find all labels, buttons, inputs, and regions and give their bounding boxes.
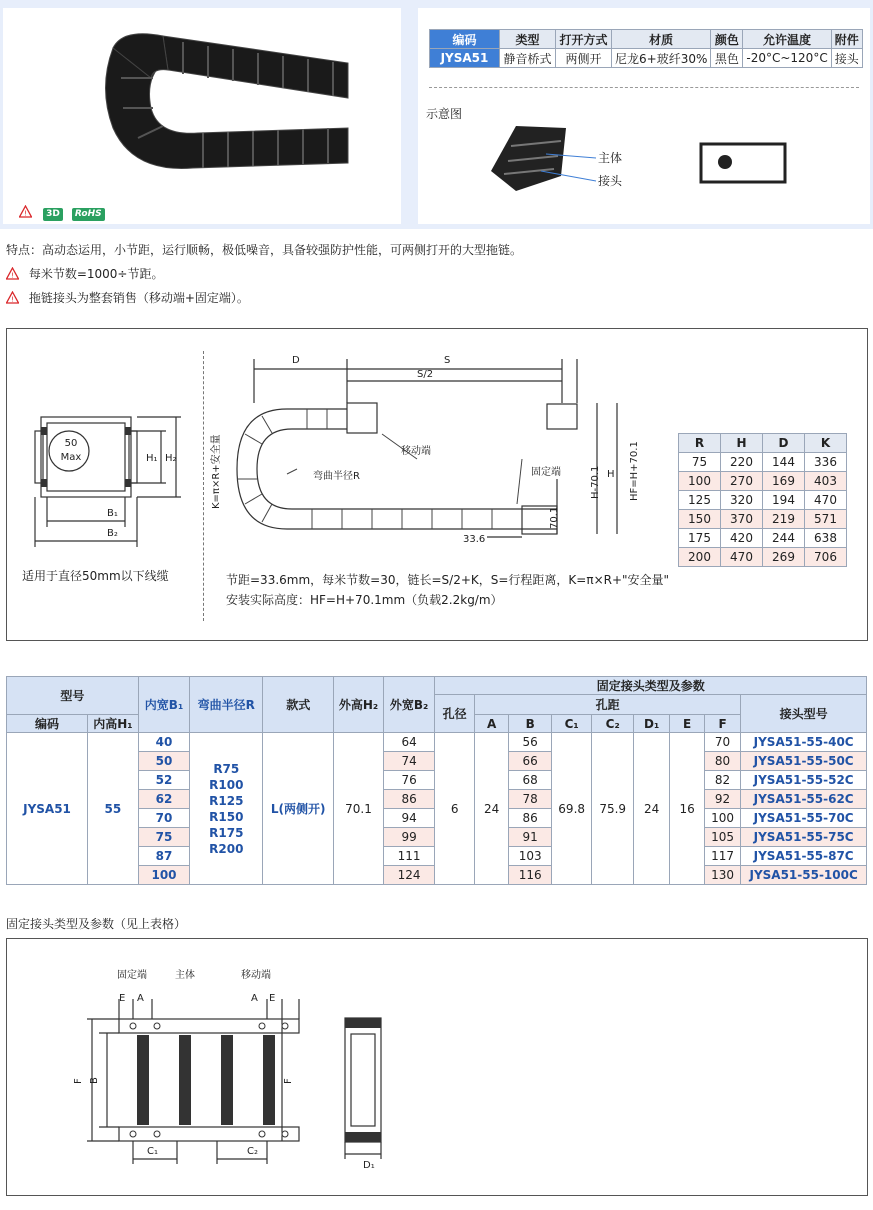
cell-f: 92 <box>704 790 740 809</box>
th-c2: C₂ <box>592 715 634 733</box>
warning-icon <box>6 291 19 304</box>
cell-inner-b: 70 <box>138 809 190 828</box>
cell-outer-b: 94 <box>383 809 435 828</box>
cell-a: 24 <box>474 733 508 885</box>
spec-header-accessory: 附件 <box>831 30 862 49</box>
cell-f: 130 <box>704 866 740 885</box>
spec-color: 黑色 <box>711 49 743 68</box>
cell-inner-b: 50 <box>138 752 190 771</box>
side-view-drawing <box>217 359 657 559</box>
spec-header-open: 打开方式 <box>556 30 612 49</box>
cell-hole: 6 <box>435 733 475 885</box>
cell-outer-b: 64 <box>383 733 435 752</box>
cell-b: 91 <box>509 828 552 847</box>
cell-b: 56 <box>509 733 552 752</box>
dim-d: D <box>292 355 300 366</box>
install-note: 安装实际高度：HF=H+70.1mm（负载2.2kg/m） <box>226 593 503 607</box>
spec-accessory: 接头 <box>831 49 862 68</box>
cell-joint: JYSA51-55-50C <box>741 752 867 771</box>
divider <box>203 351 204 621</box>
cell-f: 80 <box>704 752 740 771</box>
max-label-top: 50 <box>64 438 78 449</box>
radius-value: R125 <box>209 793 244 808</box>
cell: 571 <box>805 510 847 529</box>
badge-row <box>19 201 105 221</box>
drag-chain-photo <box>3 8 401 198</box>
dim-h-70: H-70.1 <box>590 465 601 499</box>
note-joint-text: 拖链接头为整套销售（移动端+固定端）。 <box>28 291 249 305</box>
cell-outer-b: 74 <box>383 752 435 771</box>
cell-inner-b: 40 <box>138 733 190 752</box>
feature-line: 特点：高动态运用，小节距，运行顺畅，极低噪音，具备较强防护性能，可两侧打开的大型拖链。 <box>6 243 523 257</box>
th-inner-b: 内宽B₁ <box>138 677 190 733</box>
cell: 200 <box>679 548 721 567</box>
label-fixed: 固定端 <box>117 970 147 981</box>
cell: 125 <box>679 491 721 510</box>
radius-value: R200 <box>209 841 244 856</box>
cell-c1: 69.8 <box>551 733 592 885</box>
schematic-chain-icon <box>486 116 606 196</box>
spec-open: 两侧开 <box>556 49 612 68</box>
cable-note: 适用于直径50mm以下线缆 <box>22 569 169 583</box>
spec-header-color: 颜色 <box>711 30 743 49</box>
dim-e-right: E <box>269 993 276 1004</box>
th-hole: 孔径 <box>435 695 475 733</box>
note-pitch <box>6 265 163 283</box>
cell: 100 <box>679 472 721 491</box>
th-pitch: 孔距 <box>474 695 740 715</box>
warning-icon <box>19 205 32 218</box>
cell: 420 <box>721 529 763 548</box>
cell: 175 <box>679 529 721 548</box>
spec-material: 尼龙6+玻纤30% <box>612 49 711 68</box>
th-outer-h: 外高H₂ <box>334 677 384 733</box>
dim-b2: B₂ <box>107 528 118 539</box>
th-code: 编码 <box>7 715 88 733</box>
max-label-bottom: Max <box>60 452 82 463</box>
spec-table <box>429 29 863 68</box>
cell: 470 <box>721 548 763 567</box>
svg-text:!: ! <box>11 271 14 280</box>
table-row <box>679 548 847 567</box>
table-row <box>7 733 867 752</box>
cell-f: 70 <box>704 733 740 752</box>
3d-badge: 3D <box>43 208 63 221</box>
th-e: E <box>670 715 704 733</box>
dim-c1: C₁ <box>147 1146 158 1157</box>
cell-outer-b: 99 <box>383 828 435 847</box>
label-move-end: 移动端 <box>401 446 431 457</box>
schematic-label-body: 主体 <box>598 151 623 165</box>
cell-inner-b: 75 <box>138 828 190 847</box>
dim-f-right: F <box>283 1078 294 1084</box>
note-pitch-text: 每米节数=1000÷节距。 <box>28 267 164 281</box>
dimension-diagram <box>6 328 868 641</box>
schematic-label-joint: 接头 <box>598 174 623 188</box>
dim-f-left: F <box>73 1078 84 1084</box>
cell-inner-b: 62 <box>138 790 190 809</box>
dim-d1: D₁ <box>363 1160 375 1171</box>
dim-c2: C₂ <box>247 1146 258 1157</box>
cell-joint: JYSA51-55-100C <box>741 866 867 885</box>
warning-icon <box>6 267 19 280</box>
cell: 470 <box>805 491 847 510</box>
th-radius: 弯曲半径R <box>190 677 263 733</box>
spec-type: 静音桥式 <box>500 49 556 68</box>
th-a: A <box>474 715 508 733</box>
cell-joint: JYSA51-55-52C <box>741 771 867 790</box>
cell-joint: JYSA51-55-75C <box>741 828 867 847</box>
cell-f: 100 <box>704 809 740 828</box>
rohs-badge: RoHS <box>72 208 105 221</box>
label-body: 主体 <box>175 970 195 981</box>
table-row <box>679 529 847 548</box>
cell-outer-b: 76 <box>383 771 435 790</box>
th-model: 型号 <box>7 677 139 715</box>
cell-f: 117 <box>704 847 740 866</box>
cell-joint: JYSA51-55-62C <box>741 790 867 809</box>
th-c1: C₁ <box>551 715 592 733</box>
note-joint <box>6 289 249 307</box>
cell-radius <box>190 733 263 885</box>
table-row <box>679 453 847 472</box>
cell-b: 86 <box>509 809 552 828</box>
joint-top-view <box>67 999 317 1184</box>
radius-value: R175 <box>209 825 244 840</box>
spec-header-code: 编码 <box>430 30 500 49</box>
dim-k: K=π×R+安全量 <box>211 434 222 509</box>
product-photo-box <box>3 8 401 224</box>
cell-joint: JYSA51-55-87C <box>741 847 867 866</box>
cell: 220 <box>721 453 763 472</box>
joint-diagram <box>6 938 868 1196</box>
cell-b: 116 <box>509 866 552 885</box>
table-row <box>679 510 847 529</box>
label-fixed-end: 固定端 <box>531 467 561 478</box>
model-table <box>6 676 867 885</box>
cell: 219 <box>763 510 805 529</box>
rhdk-header-d: D <box>763 434 805 453</box>
cell-e: 16 <box>670 733 704 885</box>
cell-b: 78 <box>509 790 552 809</box>
dim-a-right: A <box>251 993 258 1004</box>
joint-side-view <box>333 1014 393 1164</box>
dim-h: H <box>607 469 615 480</box>
rhdk-header-r: R <box>679 434 721 453</box>
cell-outer-b: 124 <box>383 866 435 885</box>
cell-b: 68 <box>509 771 552 790</box>
dim-h1: H₁ <box>146 453 158 464</box>
cell-b: 66 <box>509 752 552 771</box>
cell: 75 <box>679 453 721 472</box>
spec-header-material: 材质 <box>612 30 711 49</box>
svg-text:!: ! <box>24 209 27 218</box>
cell-inner-b: 87 <box>138 847 190 866</box>
th-b: B <box>509 715 552 733</box>
cell: 194 <box>763 491 805 510</box>
cell: 169 <box>763 472 805 491</box>
divider <box>429 87 859 88</box>
dim-a-left: A <box>137 993 144 1004</box>
spec-header-type: 类型 <box>500 30 556 49</box>
cell: 320 <box>721 491 763 510</box>
label-moving: 移动端 <box>241 970 271 981</box>
dim-h2: H₂ <box>165 453 177 464</box>
rhdk-table <box>678 433 847 567</box>
cell: 150 <box>679 510 721 529</box>
th-joint: 接头型号 <box>741 695 867 733</box>
cell: 706 <box>805 548 847 567</box>
cell: 638 <box>805 529 847 548</box>
section-icon <box>697 138 789 188</box>
table-row <box>679 472 847 491</box>
svg-text:!: ! <box>11 295 14 304</box>
dim-70: 70.1 <box>549 506 560 529</box>
cell-c2: 75.9 <box>592 733 634 885</box>
cell: 144 <box>763 453 805 472</box>
table-row <box>679 491 847 510</box>
cell-inner-b: 52 <box>138 771 190 790</box>
cell: 269 <box>763 548 805 567</box>
rhdk-header-k: K <box>805 434 847 453</box>
th-outer-b: 外宽B₂ <box>383 677 435 733</box>
cell-style: L(两侧开) <box>263 733 334 885</box>
cell-outer-h: 70.1 <box>334 733 384 885</box>
dim-pitch: 33.6 <box>463 534 486 545</box>
joint-section-title: 固定接头类型及参数（见上表格） <box>6 917 187 931</box>
cell-joint: JYSA51-55-70C <box>741 809 867 828</box>
th-style: 款式 <box>263 677 334 733</box>
th-f: F <box>704 715 740 733</box>
cell-b: 103 <box>509 847 552 866</box>
cell: 403 <box>805 472 847 491</box>
spec-header-temp: 允许温度 <box>743 30 831 49</box>
dim-e-left: E <box>119 993 126 1004</box>
pitch-note: 节距=33.6mm，每米节数=30，链长=S/2+K，S=行程距离，K=π×R+"安全量" <box>226 573 670 587</box>
dim-b1: B₁ <box>107 508 118 519</box>
cell-inner-b: 100 <box>138 866 190 885</box>
th-d1: D₁ <box>633 715 669 733</box>
radius-value: R75 <box>213 761 240 776</box>
dim-b: B <box>89 1077 100 1084</box>
dim-hf: HF=H+70.1 <box>629 441 640 501</box>
spec-panel <box>418 8 870 224</box>
spec-temp: -20°C~120°C <box>743 49 831 68</box>
label-bend-radius: 弯曲半径R <box>313 471 360 482</box>
rhdk-header-h: H <box>721 434 763 453</box>
cell: 336 <box>805 453 847 472</box>
th-inner-h: 内高H₁ <box>88 715 139 733</box>
cell-d1: 24 <box>633 733 669 885</box>
radius-value: R150 <box>209 809 244 824</box>
cell-outer-b: 86 <box>383 790 435 809</box>
cell-joint: JYSA51-55-40C <box>741 733 867 752</box>
cell-f: 82 <box>704 771 740 790</box>
schematic-title: 示意图 <box>426 107 463 121</box>
dim-s2: S/2 <box>417 369 434 380</box>
cell-outer-b: 111 <box>383 847 435 866</box>
cell-inner-h: 55 <box>88 733 139 885</box>
radius-value: R100 <box>209 777 244 792</box>
cell: 370 <box>721 510 763 529</box>
cell: 270 <box>721 472 763 491</box>
th-fixed: 固定接头类型及参数 <box>435 677 867 695</box>
cell: 244 <box>763 529 805 548</box>
cell-f: 105 <box>704 828 740 847</box>
cell-code: JYSA51 <box>7 733 88 885</box>
spec-code: JYSA51 <box>430 49 500 68</box>
dim-s: S <box>444 355 451 366</box>
